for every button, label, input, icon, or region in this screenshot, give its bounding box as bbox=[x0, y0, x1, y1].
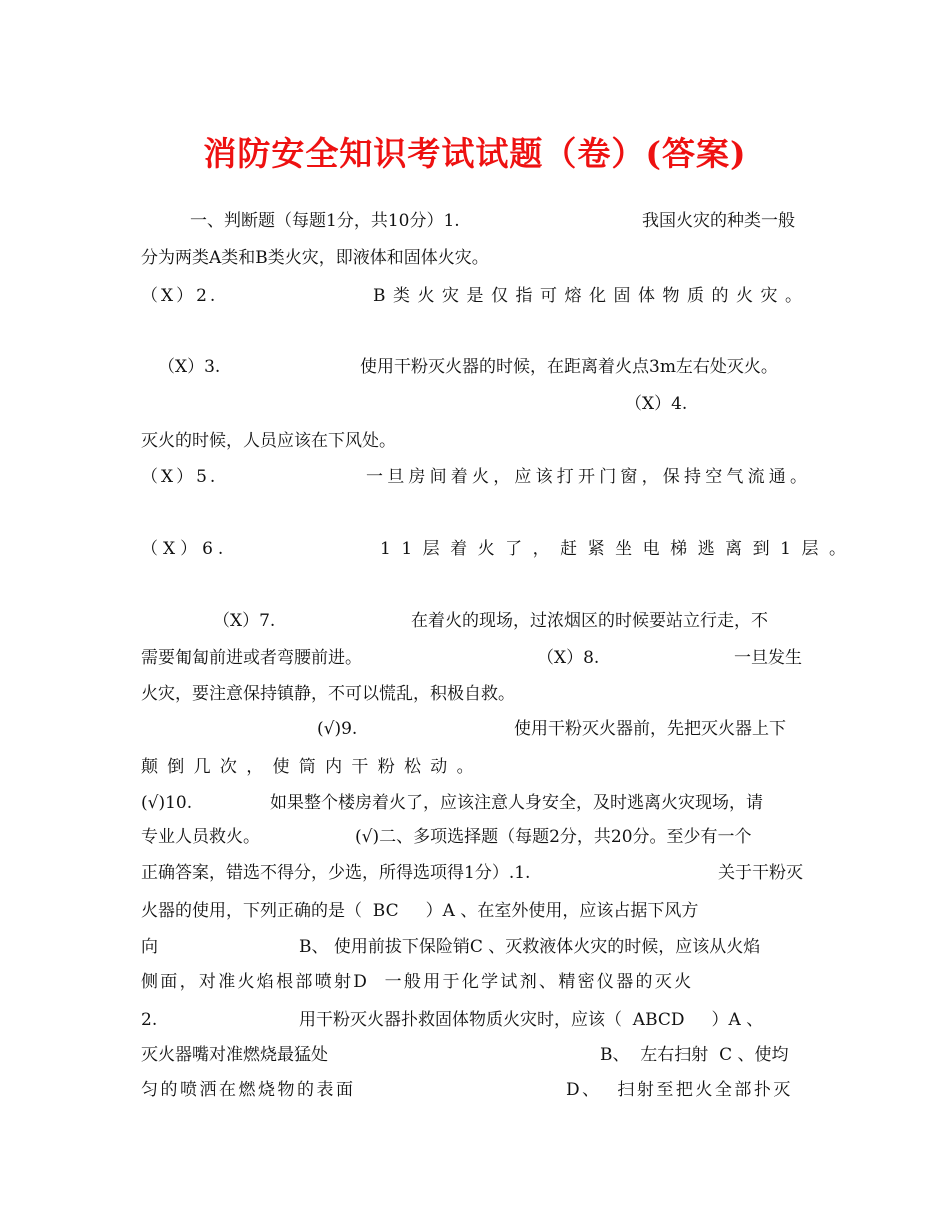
mc1-option-a-cont: 向 bbox=[141, 937, 158, 957]
q9-answer: (√)9. bbox=[317, 719, 358, 739]
mc1-options-cd: 侧面，对准火焰根部喷射D 一般用于化学试剂、精密仪器的灭火 bbox=[141, 972, 694, 992]
mc2-text: 用干粉灭火器扑救固体物质火灾时，应该（ ABCD ）A 、 bbox=[299, 1010, 764, 1030]
q7-text: 在着火的现场，过浓烟区的时候要站立行走，不 bbox=[411, 611, 768, 631]
q8-text: 一旦发生 bbox=[734, 648, 802, 668]
q4-text: 灭火的时候，人员应该在下风处。 bbox=[141, 431, 396, 451]
q8-text-cont: 火灾，要注意保持镇静，不可以慌乱，积极自救。 bbox=[141, 684, 515, 704]
q9-text-cont: 颠倒几次，使筒内干粉松动。 bbox=[141, 757, 483, 777]
section2-heading: (√)二、多项选择题（每题2分，共20分。至少有一个 bbox=[355, 827, 752, 847]
q6-answer: （X）6. bbox=[141, 539, 229, 559]
q4-answer: （X）4. bbox=[625, 394, 688, 414]
q-section1-heading: 一、判断题（每题1分，共10分）1. bbox=[190, 211, 460, 231]
q8-answer: （X）8. bbox=[537, 648, 600, 668]
mc2-option-d: D、 扫射至把火全部扑灭 bbox=[566, 1080, 793, 1100]
q10-answer: (√)10. bbox=[141, 793, 193, 813]
mc2-option-a: 灭火器嘴对准燃烧最猛处 bbox=[141, 1045, 328, 1065]
q1-text-cont: 分为两类A类和B类火灾，即液体和固体火灾。 bbox=[141, 248, 489, 268]
q1-text: 我国火灾的种类一般 bbox=[642, 211, 795, 231]
q3-text: 使用干粉灭火器的时候，在距离着火点3m左右处灭火。 bbox=[360, 357, 778, 377]
mc2-option-c-cont: 匀的喷洒在燃烧物的表面 bbox=[141, 1080, 356, 1100]
page-title: 消防安全知识考试试题（卷）(答案) bbox=[203, 134, 747, 173]
q10-text: 如果整个楼房着火了，应该注意人身安全，及时逃离火灾现场，请 bbox=[270, 793, 763, 813]
mc2-options-bc: B、 左右扫射 C 、使均 bbox=[600, 1045, 789, 1065]
q5-text: 一旦房间着火，应该打开门窗，保持空气流通。 bbox=[366, 467, 812, 487]
q2-text: B类火灾是仅指可熔化固体物质的火灾。 bbox=[373, 286, 810, 306]
mc1-text: 关于干粉灭 bbox=[718, 863, 803, 883]
mc2-number: 2. bbox=[141, 1010, 158, 1030]
section2-heading-cont: 正确答案，错选不得分，少选，所得选项得1分）.1. bbox=[141, 863, 531, 883]
mc1-text-cont: 火器的使用，下列正确的是（ BC ）A 、在室外使用，应该占据下风方 bbox=[141, 901, 699, 921]
q2-answer: （X）2. bbox=[141, 286, 219, 306]
q7-answer: （X）7. bbox=[213, 611, 276, 631]
q10-text-cont: 专业人员救火。 bbox=[141, 827, 260, 847]
q5-answer: （X）5. bbox=[141, 467, 219, 487]
mc1-options-bc: B、 使用前拔下保险销C 、灭救液体火灾的时候，应该从火焰 bbox=[299, 937, 761, 957]
q9-text: 使用干粉灭火器前，先把灭火器上下 bbox=[514, 719, 786, 739]
q7-text-cont: 需要匍匐前进或者弯腰前进。 bbox=[141, 648, 362, 668]
q6-text: 11层着火了，赶紧坐电梯逃离到1层。 bbox=[380, 539, 857, 559]
q3-answer: （X）3. bbox=[158, 357, 221, 377]
